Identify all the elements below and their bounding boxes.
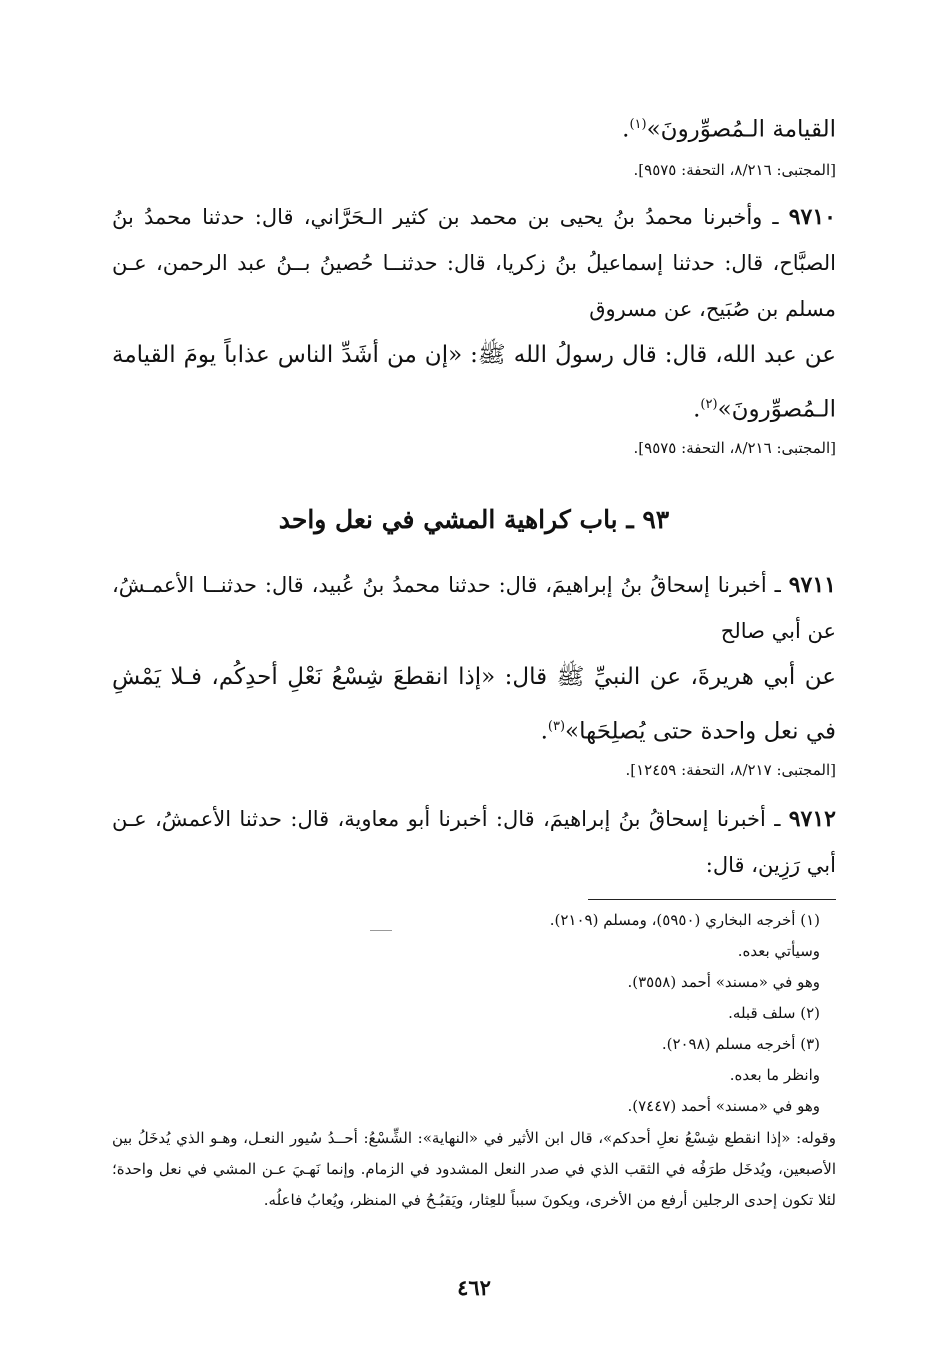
hadith-number-9710: ٩٧١٠ (788, 204, 836, 230)
footnote-marker-3: (٣) (547, 719, 566, 734)
hadith-9711-end: . (540, 718, 548, 745)
hadith-9710-chain: ـ وأخبرنا محمدُ بنُ يحيى بن محمد بن كثير الـحَرَّاني، قال: حدثنا محمدُ بنُ الصبَّاح، قال: حدثنا إسماعيلُ بنُ زكريا، قال: حدثنــا حُصينُ بــنُ عبد الرحمن، عـن مسلم بن صُبَيح، عن مسروق (112, 205, 836, 321)
footnote-marker-2: (٢) (700, 397, 718, 412)
footnote-line: (١) أخرجه البخاري (٥٩٥٠)، ومسلم (٢١٠٩). (549, 911, 820, 929)
footnote-separator (588, 899, 836, 900)
footnote-line: وهو في «مسند» أحمد (٧٤٤٧). (627, 1097, 820, 1115)
hadith-9712-chain: ـ أخبرنا إسحاقُ بنُ إبراهيمَ، قال: أخبرنا أبو معاوية، قال: حدثنا الأعمشُ، عـن أبي رَزِين، قال: (112, 807, 836, 877)
hadith-9711-chain: ـ أخبرنا إسحاقُ بنُ إبراهيمَ، قال: حدثنا محمدُ بنُ عُبيد، قال: حدثنــا الأعمـشُ، عن أبي صالح (112, 573, 836, 643)
hadith-9712-sanad (112, 796, 836, 888)
continuation-line (112, 100, 836, 155)
hadith-9711-matn (112, 652, 836, 757)
footnotes-list (116, 905, 836, 1122)
reference-note-3: [المجتبى: ٨/٢١٧، التحفة: ١٢٤٥٩]. (625, 761, 836, 779)
chapter-heading: ٩٣ ـ باب كراهية المشي في نعل واحد (278, 505, 670, 534)
footnote-line: وسيأتي بعده. (737, 942, 820, 960)
page-number: ٤٦٢ (457, 1275, 491, 1300)
reference-note-1: [المجتبى: ٨/٢١٦، التحفة: ٩٥٧٥]. (633, 161, 836, 179)
footnote-line: (٣) أخرجه مسلم (٢٠٩٨). (661, 1035, 820, 1053)
footnote-marker-1: (١) (629, 117, 647, 132)
hadith-9711-text: عن أبي هريرةَ، عن النبيِّ ﷺ قال: «إذا انقطعَ شِسْعُ نَعْلِ أحدِكُم، فـلا يَمْشِ في نعل واحدة حتى يُصلِحَها» (112, 664, 836, 745)
hadith-9711-sanad (112, 562, 836, 654)
continuation-end: . (622, 116, 630, 143)
continuation-text: القيامة الـمُصوِّرونَ» (646, 116, 836, 143)
footnote-line: وانظر ما بعده. (729, 1066, 820, 1084)
footnote-line: (٢) سلف قبله. (728, 1004, 820, 1022)
hadith-9710-matn (112, 330, 836, 435)
footnote-explanation: وقوله: «إذا انقطع شِسْعُ نعلِ أحدكم»، قال ابن الأثير في «النهاية»: الشِّسْعُ: أحــدُ سُيور النعـل، وهـو الذي يُدخَلُ بين الأصبعين، ويُدخَل طرَفُه في الثقب الذي في صدر النعل المشدود في الزمام. وإنما نَهـيَ عـن المشي في نعل واحدة؛ لئلا تكون إحدى الرجلين أرفع من الأخرى، ويكونَ سبباً للعِثار، ويَقبُـحُ في المنظر، ويُعابُ فاعلُه. (112, 1129, 836, 1209)
hadith-9710-sanad (112, 194, 836, 332)
hadith-9710-text: عن عبد الله، قال: قال رسولُ الله ﷺ: «إن من أشَدِّ الناس عذاباً يومَ القيامة الـمُصوِّرونَ» (112, 342, 836, 423)
reference-note-2: [المجتبى: ٨/٢١٦، التحفة: ٩٥٧٥]. (633, 439, 836, 457)
hadith-number-9711: ٩٧١١ (788, 572, 836, 598)
hadith-number-9712: ٩٧١٢ (788, 806, 836, 832)
hadith-9710-end: . (693, 396, 701, 423)
footnote-line: وهو في «مسند» أحمد (٣٥٥٨). (627, 973, 820, 991)
